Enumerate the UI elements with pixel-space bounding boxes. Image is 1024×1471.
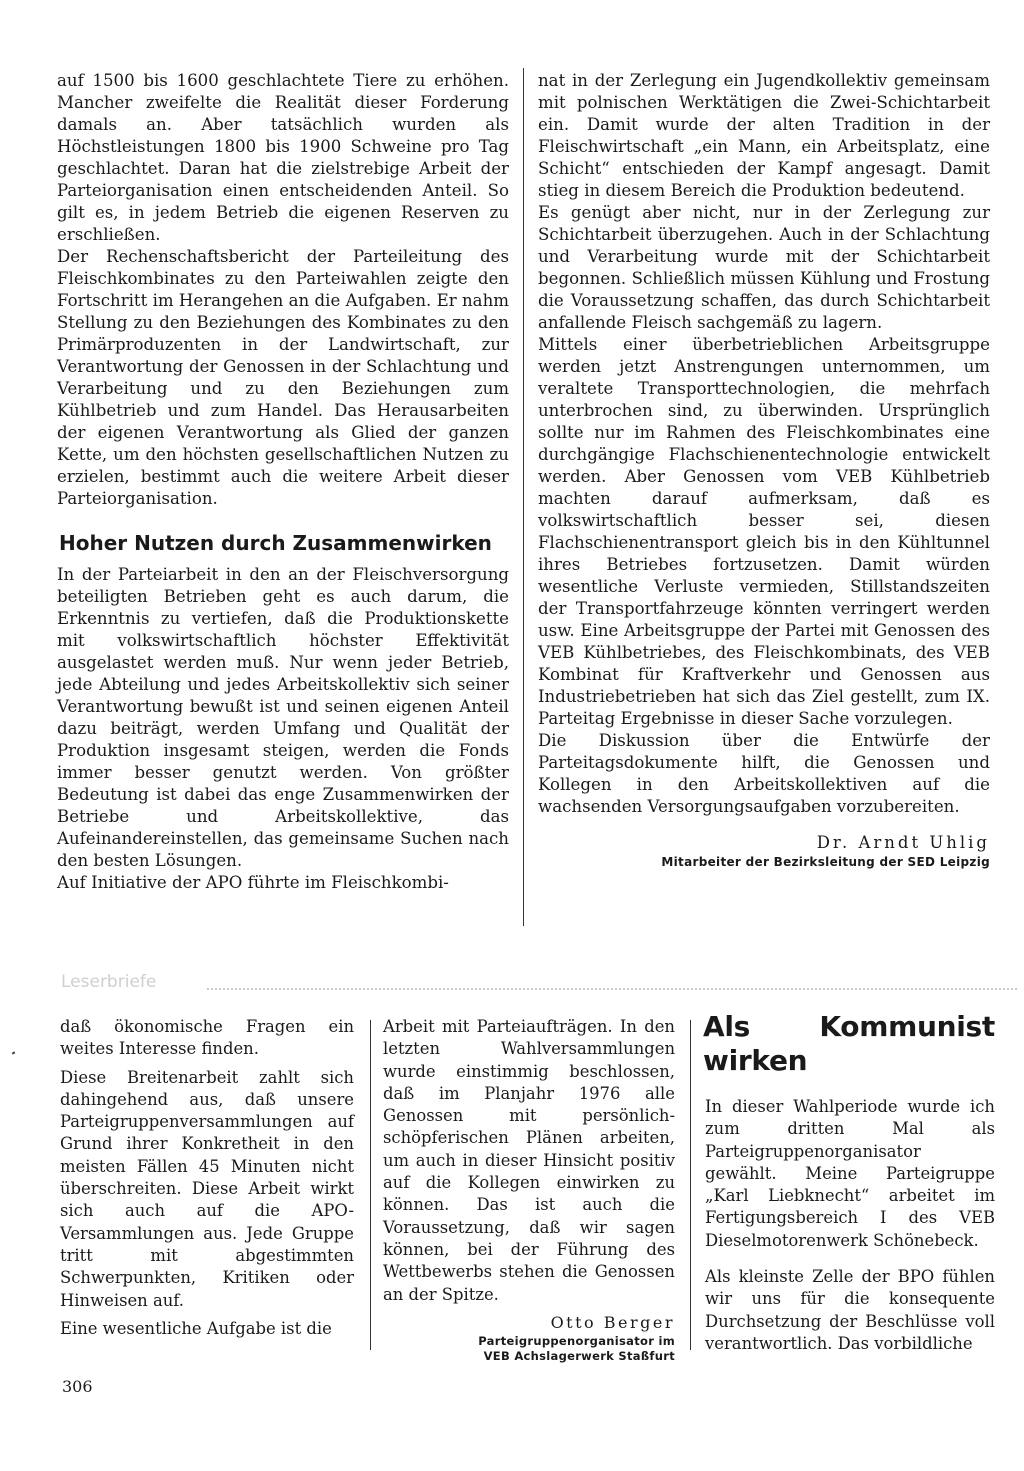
column-divider <box>523 68 524 926</box>
article-column-1 <box>57 70 509 894</box>
letter-title: Als Kommunist wirken <box>703 1010 995 1077</box>
article-paragraph: Es genügt aber nicht, nur in der Zerlegung zur Schichtarbeit überzugehen. Auch in der Schlachtung und Verarbeitung wurde mit der Schichtarbeit begonnen. Schließlich müssen Kühlung und Frostung die Voraussetzung schaffen, das durch Schichtarbeit anfallende Fleisch sachgemäß zu lagern. <box>538 203 990 332</box>
letter-paragraph: daß ökonomische Fragen ein weites Interesse finden. <box>60 1017 354 1059</box>
letter-author-role: Parteigruppenorganisator im <box>478 1334 675 1349</box>
section-header <box>57 968 1017 994</box>
section-header-label: Leserbriefe <box>61 972 157 992</box>
letter-paragraph: Eine wesentliche Aufgabe ist die <box>60 1318 332 1338</box>
article-paragraph: Der Rechenschaftsbericht der Parteileitung des Fleischkombinates zu den Parteiwahlen zeigte den Fortschritt im Herangehen an die Aufgaben. Er nahm Stellung zu den Beziehungen des Kombinates zu den Primärproduzenten in der Landwirtschaft, zur Verantwortung der Genossen in der Schlachtung und Verarbeitung und zu den Beziehungen zum Kühlbetrieb und zum Handel. Das Herausarbeiten der eigenen Verantwortung als Glied der ganzen Kette, um den höchsten gesellschaftlichen Nutzen zu erzielen, bestimmt auch die weitere Arbeit dieser Parteiorganisation. <box>57 247 509 508</box>
letter-paragraph: Diese Breitenarbeit zahlt sich dahingehend aus, daß unsere Parteigruppenversammlungen auf Grund ihrer Konkretheit in den meisten Fällen 45 Minuten nicht überschreiten. Diese Arbeit wirkt sich auch auf die APO-Versammlungen aus. Jede Gruppe tritt mit abgestimmten Schwerpunkten, Kritiken oder Hinweisen auf. <box>60 1067 354 1310</box>
author-name: Dr. Arndt Uhlig <box>816 833 990 852</box>
letter-column-3 <box>703 1010 995 1369</box>
article-paragraph: In der Parteiarbeit in den an der Fleischversorgung beteiligten Betrieben geht es auch darum, die Erkenntnis zu vertiefen, daß die Produktionskette mit volkswirtschaftlich höchster Effektivität ausgelastet werden muß. Nur wenn jeder Betrieb, jede Abteilung und jedes Arbeitskollektiv sich seiner Verantwortung bewußt ist und seinen eigenen Anteil dazu beiträgt, werden Umfang und Qualität der Produktion insgesamt steigen, werden die Fonds immer besser genutzt werden. Von größter Bedeutung ist dabei das enge Zusammenwirken der Betriebe und Arbeitskollektive, das Aufeinandereinstellen, das gemeinsame Suchen nach den besten Lösungen. <box>57 565 509 870</box>
article-paragraph: auf 1500 bis 1600 geschlachtete Tiere zu erhöhen. Mancher zweifelte die Realität dieser Forderung damals an. Aber tatsächlich wurden als Höchstleistungen 1800 bis 1900 Schweine pro Tag geschlachtet. Daran hat die zielstrebige Arbeit der Parteiorganisation einen entscheidenden Anteil. So gilt es, in jedem Betrieb die eigenen Reserven zu erschließen. <box>57 71 509 244</box>
section-header-rule <box>207 988 1017 990</box>
page-number: 306 <box>62 1377 93 1396</box>
column-divider <box>370 1020 371 1350</box>
article-paragraph: Die Diskussion über die Entwürfe der Parteitagsdokumente hilft, die Genossen und Kollegen in den Arbeitskollektiven auf die wachsenden Versorgungsaufgaben vorzubereiten. <box>538 731 990 816</box>
article-paragraph: Mittels einer überbetrieblichen Arbeitsgruppe werden jetzt Anstrengungen unternommen, um veraltete Transporttechnologien, die mehrfach unterbrochen sind, zu überwinden. Ursprünglich sollte nur im Rahmen des Fleischkombinates eine durchgängige Flachschienentechnologie entwickelt werden. Aber Genossen vom VEB Kühlbetrieb machten darauf aufmerksam, daß es volkswirtschaftlich besser sei, diesen Flachschienentransport gleich bis in den Kühltunnel ihres Betriebes fortzusetzen. Damit würden wesentliche Verluste vermieden, Stillstandszeiten der Transportfahrzeuge könnten verringert werden usw. Eine Arbeitsgruppe der Partei mit Genossen des VEB Kühlbetriebes, des Fleischkombinats, des VEB Kombinat für Kraftverkehr und Genossen aus Industriebetrieben hat sich das Ziel gestellt, zum IX. Parteitag Ergebnisse in dieser Sache vorzulegen. <box>538 335 990 728</box>
letter-column-2 <box>383 1016 675 1364</box>
author-role: Mitarbeiter der Bezirksleitung der SED Leipzig <box>661 855 990 869</box>
article-column-2 <box>538 70 990 870</box>
letter-paragraph: Als kleinste Zelle der BPO fühlen wir uns für die konsequente Durchsetzung der Beschlüsse voll verantwortlich. Das vorbildliche <box>705 1267 995 1353</box>
article-paragraph: nat in der Zerlegung ein Jugendkollektiv gemeinsam mit polnischen Werktätigen die Zwei-Schichtarbeit ein. Damit wurde der alten Tradition in der Fleischwirtschaft „ein Mann, ein Arbeitsplatz, eine Schicht“ entschieden der Kampf angesagt. Damit stieg in diesem Bereich die Produktion bedeutend. <box>538 71 990 200</box>
letter-author-role: VEB Achslagerwerk Staßfurt <box>483 1349 675 1364</box>
print-speck <box>12 1051 16 1054</box>
article-paragraph: Auf Initiative der APO führte im Fleischkombi- <box>57 873 449 892</box>
letter-column-1 <box>60 1016 354 1346</box>
article-subheading: Hoher Nutzen durch Zusammenwirken <box>59 531 492 555</box>
column-divider <box>690 1020 691 1350</box>
letter-paragraph: In dieser Wahlperiode wurde ich zum dritten Mal als Parteigruppenorganisator gewählt. Meine Parteigruppe „Karl Liebknecht“ arbeitet im Fertigungsbereich I des VEB Dieselmotorenwerk Schönebeck. <box>705 1097 995 1250</box>
letter-paragraph: Arbeit mit Parteiaufträgen. In den letzten Wahlversammlungen wurde einstimmig beschlossen, daß im Planjahr 1976 alle Genossen mit persönlich-schöpferischen Plänen arbeiten, um auch in dieser Hinsicht positiv auf die Kollegen einwirken zu können. Das ist auch die Voraussetzung, daß wir sagen können, bei der Führung des Wettbewerbs stehen die Genossen an der Spitze. <box>383 1017 675 1304</box>
letter-author-name: Otto Berger <box>550 1312 675 1332</box>
